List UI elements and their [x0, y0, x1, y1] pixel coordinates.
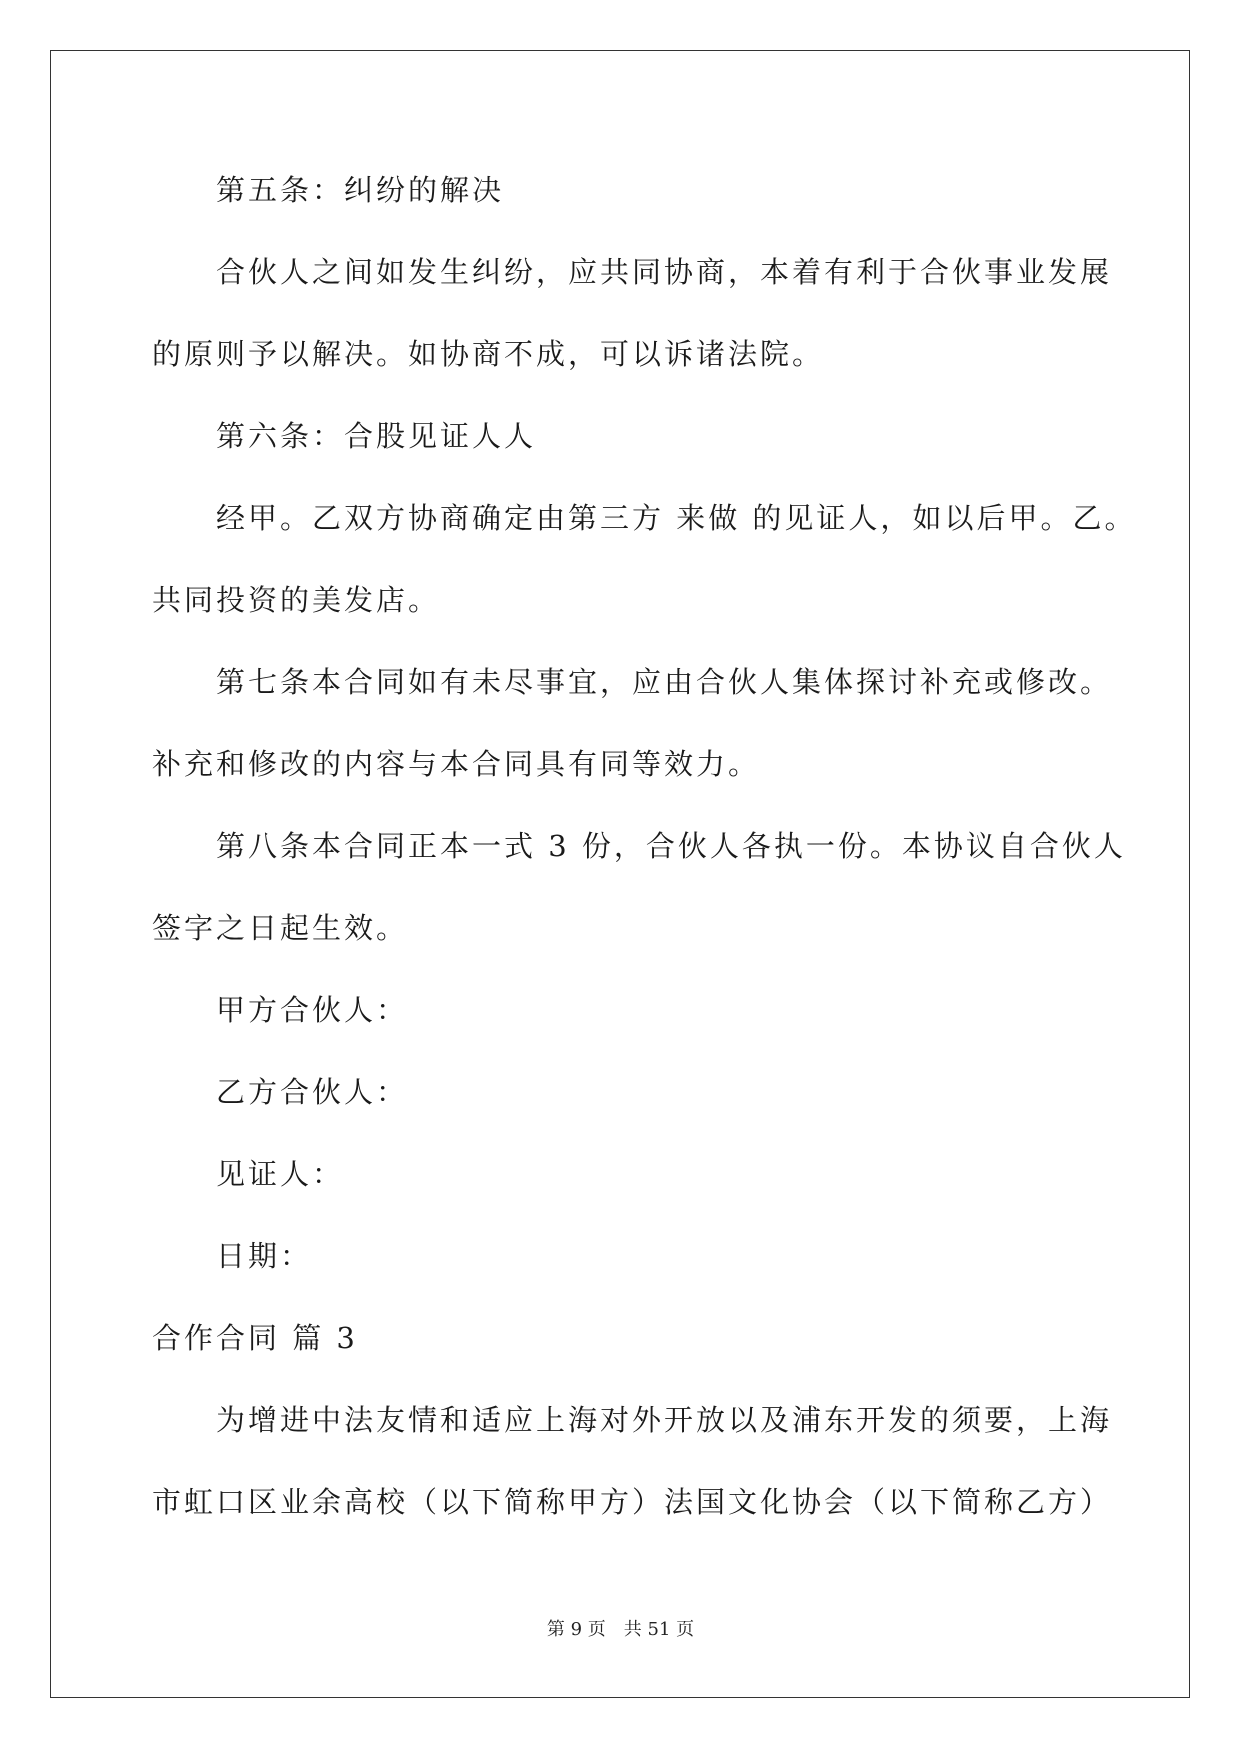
page-footer — [0, 1618, 1241, 1642]
witness-label: 见证人： — [216, 1157, 345, 1191]
article-6-heading: 第六条：合股见证人人 — [216, 419, 537, 453]
paragraph-line: 的原则予以解决。如协商不成，可以诉诸法院。 — [152, 337, 825, 371]
paragraph-line: 签字之日起生效。 — [152, 911, 409, 945]
section-heading: 合作合同 篇 3 — [152, 1321, 358, 1355]
article-5-heading: 第五条：纠纷的解决 — [216, 173, 505, 207]
paragraph-line: 补充和修改的内容与本合同具有同等效力。 — [152, 747, 761, 781]
paragraph-line: 合伙人之间如发生纠纷，应共同协商，本着有利于合伙事业发展 — [216, 255, 1113, 289]
page-total: 共 51 页 — [623, 1619, 695, 1640]
paragraph-line: 为增进中法友情和适应上海对外开放以及浦东开发的须要，上海 — [216, 1403, 1113, 1437]
article-7-paragraph: 第七条本合同如有未尽事宜，应由合伙人集体探讨补充或修改。 — [216, 665, 1113, 699]
page-border — [50, 50, 1190, 1698]
page-number: 第 9 页 — [546, 1619, 606, 1640]
paragraph-line: 市虹口区业余高校（以下简称甲方）法国文化协会（以下简称乙方） — [152, 1485, 1113, 1519]
party-b-signature-label: 乙方合伙人： — [216, 1075, 409, 1109]
party-a-signature-label: 甲方合伙人： — [216, 993, 409, 1027]
date-label: 日期： — [216, 1239, 313, 1273]
paragraph-line: 经甲。乙双方协商确定由第三方 来做 的见证人，如以后甲。乙。 — [216, 501, 1137, 535]
article-8-paragraph: 第八条本合同正本一式 3 份，合伙人各执一份。本协议自合伙人 — [216, 829, 1126, 863]
paragraph-line: 共同投资的美发店。 — [152, 583, 441, 617]
